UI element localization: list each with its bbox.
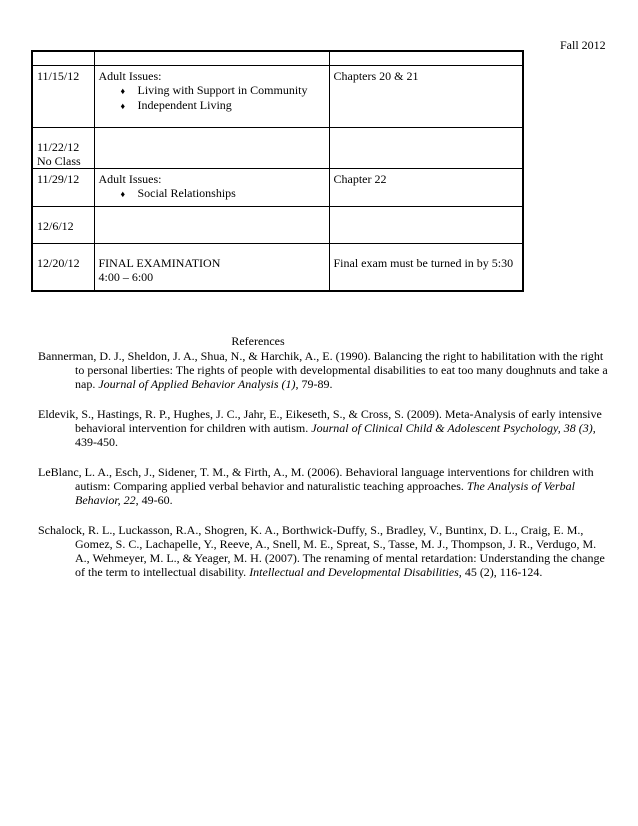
topic-cell [94,65,329,127]
topic-cell [94,51,329,65]
references-list [38,349,608,595]
reading-cell: Chapter 22 [329,168,523,206]
table-row [32,206,523,243]
page-header-term: Fall 2012 [560,38,606,52]
table-row [32,65,523,127]
table-row [32,51,523,65]
list-item: ♦ Independent Living [120,97,232,112]
diamond-bullet-icon: ♦ [120,188,126,199]
table-row [32,168,523,206]
topic-cell [94,168,329,206]
reference-entry: Schalock, R. L., Luckasson, R.A., Shogren, K. A., Borthwick-Duffy, S., Bradley, V., Buntinx, D. L., Craig, E. M., Gomez, S. C., Lachapelle, Y., Reeve, A., Snell, M. E., Spreat, S., Tasse, M. J., Thompson, J. R., Verdugo, M. A., Wehmeyer, M. L., & Yeager, M. H. (2007). The renaming of mental retardation: Understanding the change of the term to intellectual disability. Intellectual and Developmental Disabilities, 45 (2), 116-124. [38,523,605,579]
date-cell: 11/29/12 [32,168,94,206]
reading-cell [329,51,523,65]
reading-cell: Chapters 20 & 21 [329,65,523,127]
table-row [32,243,523,291]
topic-cell [94,206,329,243]
reading-cell [329,127,523,168]
list-item: ♦ Living with Support in Community [120,82,308,97]
reference-entry: Bannerman, D. J., Sheldon, J. A., Shua, N., & Harchik, A., E. (1990). Balancing the right to habilitation with the right to personal liberties: The rights of people with developmental disabilities to eat too many doughnuts and take a nap. Journal of Applied Behavior Analysis (1), 79-89. [38,349,608,391]
references-heading-wrap [0,334,638,349]
schedule-table [31,50,524,292]
topic-bullets [99,83,324,113]
date-cell [32,51,94,65]
date-cell: 12/20/12 [32,243,94,291]
diamond-bullet-icon: ♦ [120,85,126,96]
reading-cell [329,206,523,243]
reference-entry: Eldevik, S., Hastings, R. P., Hughes, J. C., Jahr, E., Eikeseth, S., & Cross, S. (2009). Meta-Analysis of early intensive behavioral intervention for children with autism. Journal of Clinical Child & Adolescent Psychology, 38 (3), 439-450. [38,407,602,449]
references-heading: References [231,334,285,348]
reading-cell: Final exam must be turned in by 5:30 [329,243,523,291]
date-cell: 12/6/12 [32,206,94,243]
topic-cell [94,127,329,168]
topic-cell: FINAL EXAMINATION 4:00 – 6:00 [94,243,329,291]
topic-text: Adult Issues: [98,171,162,186]
date-cell: 11/15/12 [32,65,94,127]
reference-entry: LeBlanc, L. A., Esch, J., Sidener, T. M., & Firth, A., M. (2006). Behavioral language interventions for children with autism: Comparing applied verbal behavior and naturalistic teaching approaches. The Analysis of Verbal Behavior, 22, 49-60. [38,465,594,507]
list-item: ♦ Social Relationships [120,185,236,200]
table-row [32,127,523,168]
date-cell: 11/22/12 No Class [32,127,94,168]
topic-text: Adult Issues: [98,68,162,83]
topic-bullets [99,186,324,201]
diamond-bullet-icon: ♦ [120,100,126,111]
